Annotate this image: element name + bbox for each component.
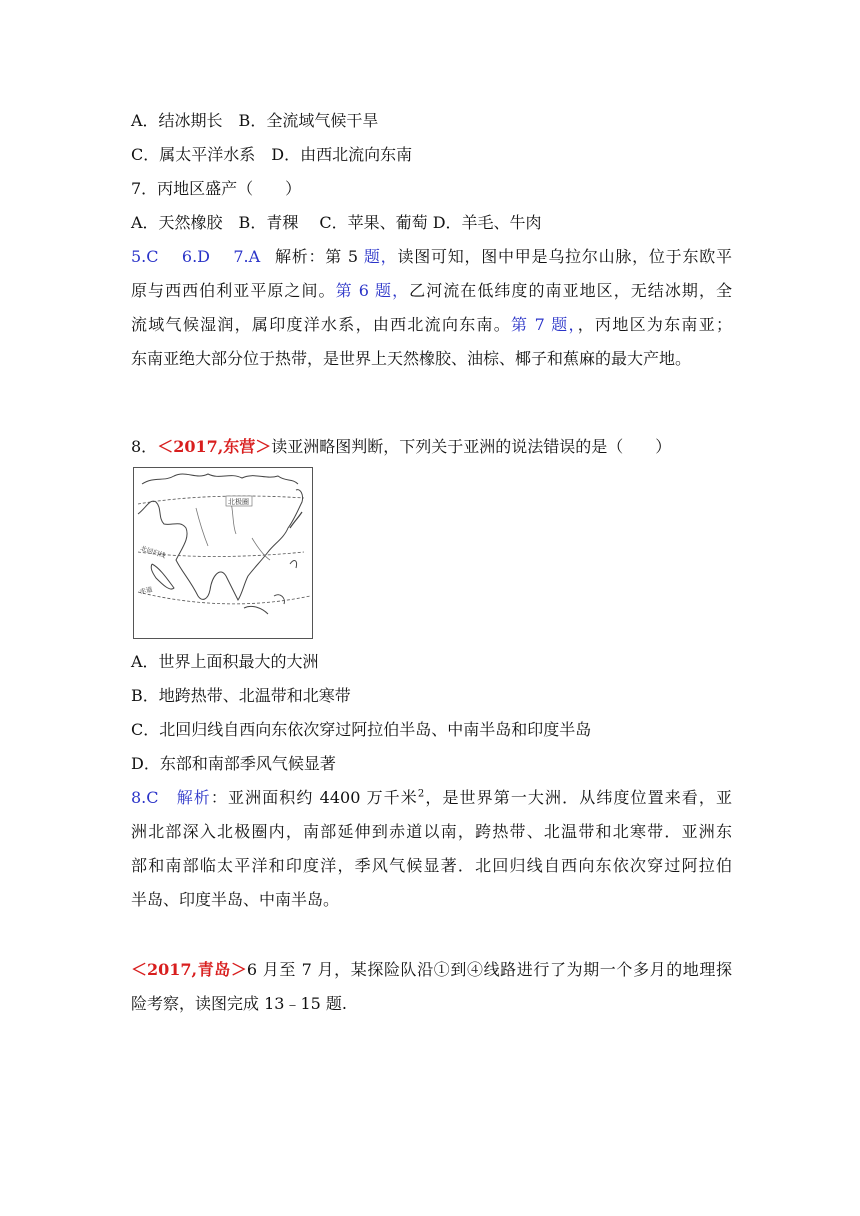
text-segment: ：亚洲面积约 4400 万千米 <box>210 788 418 807</box>
q7-options: A．天然橡胶 B．青稞 C．苹果、葡萄 D．羊毛、牛肉 <box>131 213 542 232</box>
q8-option-b: B．地跨热带、北温带和北寒带 <box>131 686 351 705</box>
answer-8-line-2: 洲北部深入北极圈内，南部延伸到赤道以南，跨热带、北温带和北寒带．亚洲东 <box>131 822 732 841</box>
q13-intro-line-2: 险考察，读图完成 13﹣15 题. <box>131 994 347 1013</box>
text-segment: 读图可知，图中甲是乌拉尔山脉，位于东欧平 <box>397 247 732 266</box>
q6-options-ab: A．结冰期长 B．全流域气候干旱 <box>131 111 379 130</box>
text-segment: 乙河流在低纬度的南亚地区，无结冰期，全 <box>409 281 732 300</box>
text-segment: ，丙地区为东南亚； <box>577 315 732 334</box>
source-tag: ＜2017,东营＞ <box>157 437 272 456</box>
q8-option-a: A．世界上面积最大的大洲 <box>131 652 319 671</box>
answer-8-key: 8.C 解析 <box>131 788 211 807</box>
answer-5-7-keys: 5.C 6.D 7.A <box>131 247 261 266</box>
q13-intro-line-1 <box>131 959 732 981</box>
text-segment: 解析：第 5 <box>274 247 364 266</box>
superscript: 2 <box>417 788 425 800</box>
arctic-circle-line <box>138 496 304 504</box>
asia-sketch-map <box>133 467 313 639</box>
question-text: 读亚洲略图判断，下列关于亚洲的说法错误的是（ ） <box>271 437 672 456</box>
text-segment: 6 月至 7 月，某探险队沿①到④线路进行了为期一个多月的地理探 <box>246 960 732 979</box>
text-segment: ，是世界第一大洲．从纬度位置来看，亚 <box>424 788 732 807</box>
q8-option-d: D．东部和南部季风气候显著 <box>131 754 336 773</box>
rivers <box>196 498 270 560</box>
answer-8-line-1 <box>131 787 732 809</box>
answer-5-7-line-2 <box>131 280 732 302</box>
q8-stem <box>131 436 732 458</box>
tropic-label: 北回归线 <box>139 544 167 560</box>
answer-5-7-line-1 <box>131 246 732 268</box>
indochina-islands <box>244 561 297 614</box>
answer-8-line-3: 部和南部临太平洋和印度洋，季风气候显著．北回归线自西向东依次穿过阿拉伯 <box>131 856 732 875</box>
q8-option-c: C．北回归线自西向东依次穿过阿拉伯半岛、中南半岛和印度半岛 <box>131 720 592 739</box>
arctic-circle-label: 北极圈 <box>228 498 249 506</box>
text-segment: 题， <box>363 247 398 266</box>
equator-label: 赤道 <box>138 585 154 596</box>
text-segment: 原与西西伯利亚平原之间。 <box>131 281 336 300</box>
source-tag: ＜2017,青岛＞ <box>131 960 247 979</box>
asia-map-svg <box>134 468 311 637</box>
answer-5-7-line-4: 东南亚绝大部分位于热带，是世界上天然橡胶、油棕、椰子和蕉麻的最大产地。 <box>131 349 692 368</box>
answer-8-line-4: 半岛、印度半岛、中南半岛。 <box>131 890 340 909</box>
q6-options-cd: C．属太平洋水系 D．由西北流向东南 <box>131 145 413 164</box>
text-segment: 流域气候湿润，属印度洋水系，由西北流向东南。 <box>131 315 512 334</box>
answer-5-7-line-3 <box>131 314 732 336</box>
arabian-peninsula <box>151 564 174 589</box>
text-segment: 第 6 题， <box>335 281 410 300</box>
continent-outline <box>138 490 303 600</box>
q7-stem: 7．丙地区盛产（ ） <box>131 179 302 198</box>
text-segment: 第 7 题， <box>511 315 578 334</box>
question-number: 8． <box>131 437 158 456</box>
arctic-coastline <box>142 474 298 484</box>
